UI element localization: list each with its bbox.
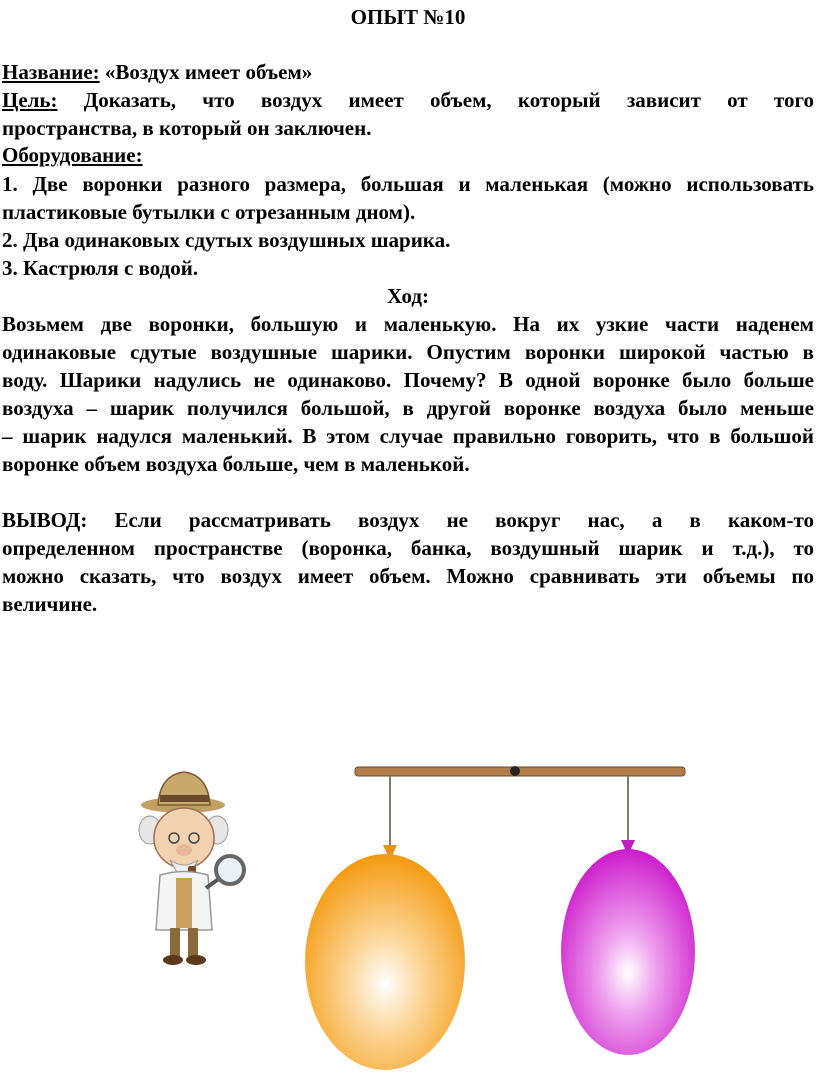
equipment-item: 3. Кастрюля с водой. [2,256,199,280]
conclusion-line: можно сказать, что воздух имеет объем. Можно сравнивать эти объемы по [2,564,814,588]
orange-balloon [305,854,465,1070]
scientist-with-magnifier-icon [139,772,244,965]
procedure-line: воздуха – шарик получился большой, в другой воронке воздуха было меньше [2,396,814,420]
equipment-item: пластиковые бутылки с отрезанным дном). [2,200,416,224]
balloon-balance-icon [305,766,695,1070]
goal-line-2: пространства, в который он заключен. [2,116,372,140]
page-title: ОПЫТ №10 [350,5,466,29]
procedure-line: Возьмем две воронки, большую и маленькую. На их узкие части наденем [2,312,814,336]
name-value: «Воздух имеет объем» [104,60,313,84]
conclusion-label: ВЫВОД: [2,508,88,532]
equipment-item: 1. Две воронки разного размера, большая и маленькая (можно использовать [2,172,814,196]
procedure-line: воронке объем воздуха больше, чем в маленькой. [2,452,470,476]
name-label: Название: [2,60,100,84]
goal-line-1: Доказать, что воздух имеет объем, который зависит от того [83,88,814,112]
procedure-label: Ход: [386,284,430,308]
equipment-label: Оборудование: [2,143,143,167]
procedure-line: – шарик надулся маленький. В этом случае правильно говорить, что в большой [2,424,814,448]
conclusion-line: величине. [2,592,98,616]
procedure-line: одинаковые сдутые воздушные шарики. Опустим воронки широкой частью в [2,340,814,364]
equipment-item: 2. Два одинаковых сдутых воздушных шарика. [2,228,451,252]
conclusion-line: определенном пространстве (воронка, банка, воздушный шарик и т.д.), то [2,536,814,560]
pink-balloon [561,849,695,1055]
goal-label: Цель: [2,88,58,112]
conclusion-line-1: Если рассматривать воздух не вокруг нас, а в каком-то [114,508,815,532]
procedure-line: воду. Шарики надулись не одинаково. Почему? В одной воронке было больше [2,368,814,392]
